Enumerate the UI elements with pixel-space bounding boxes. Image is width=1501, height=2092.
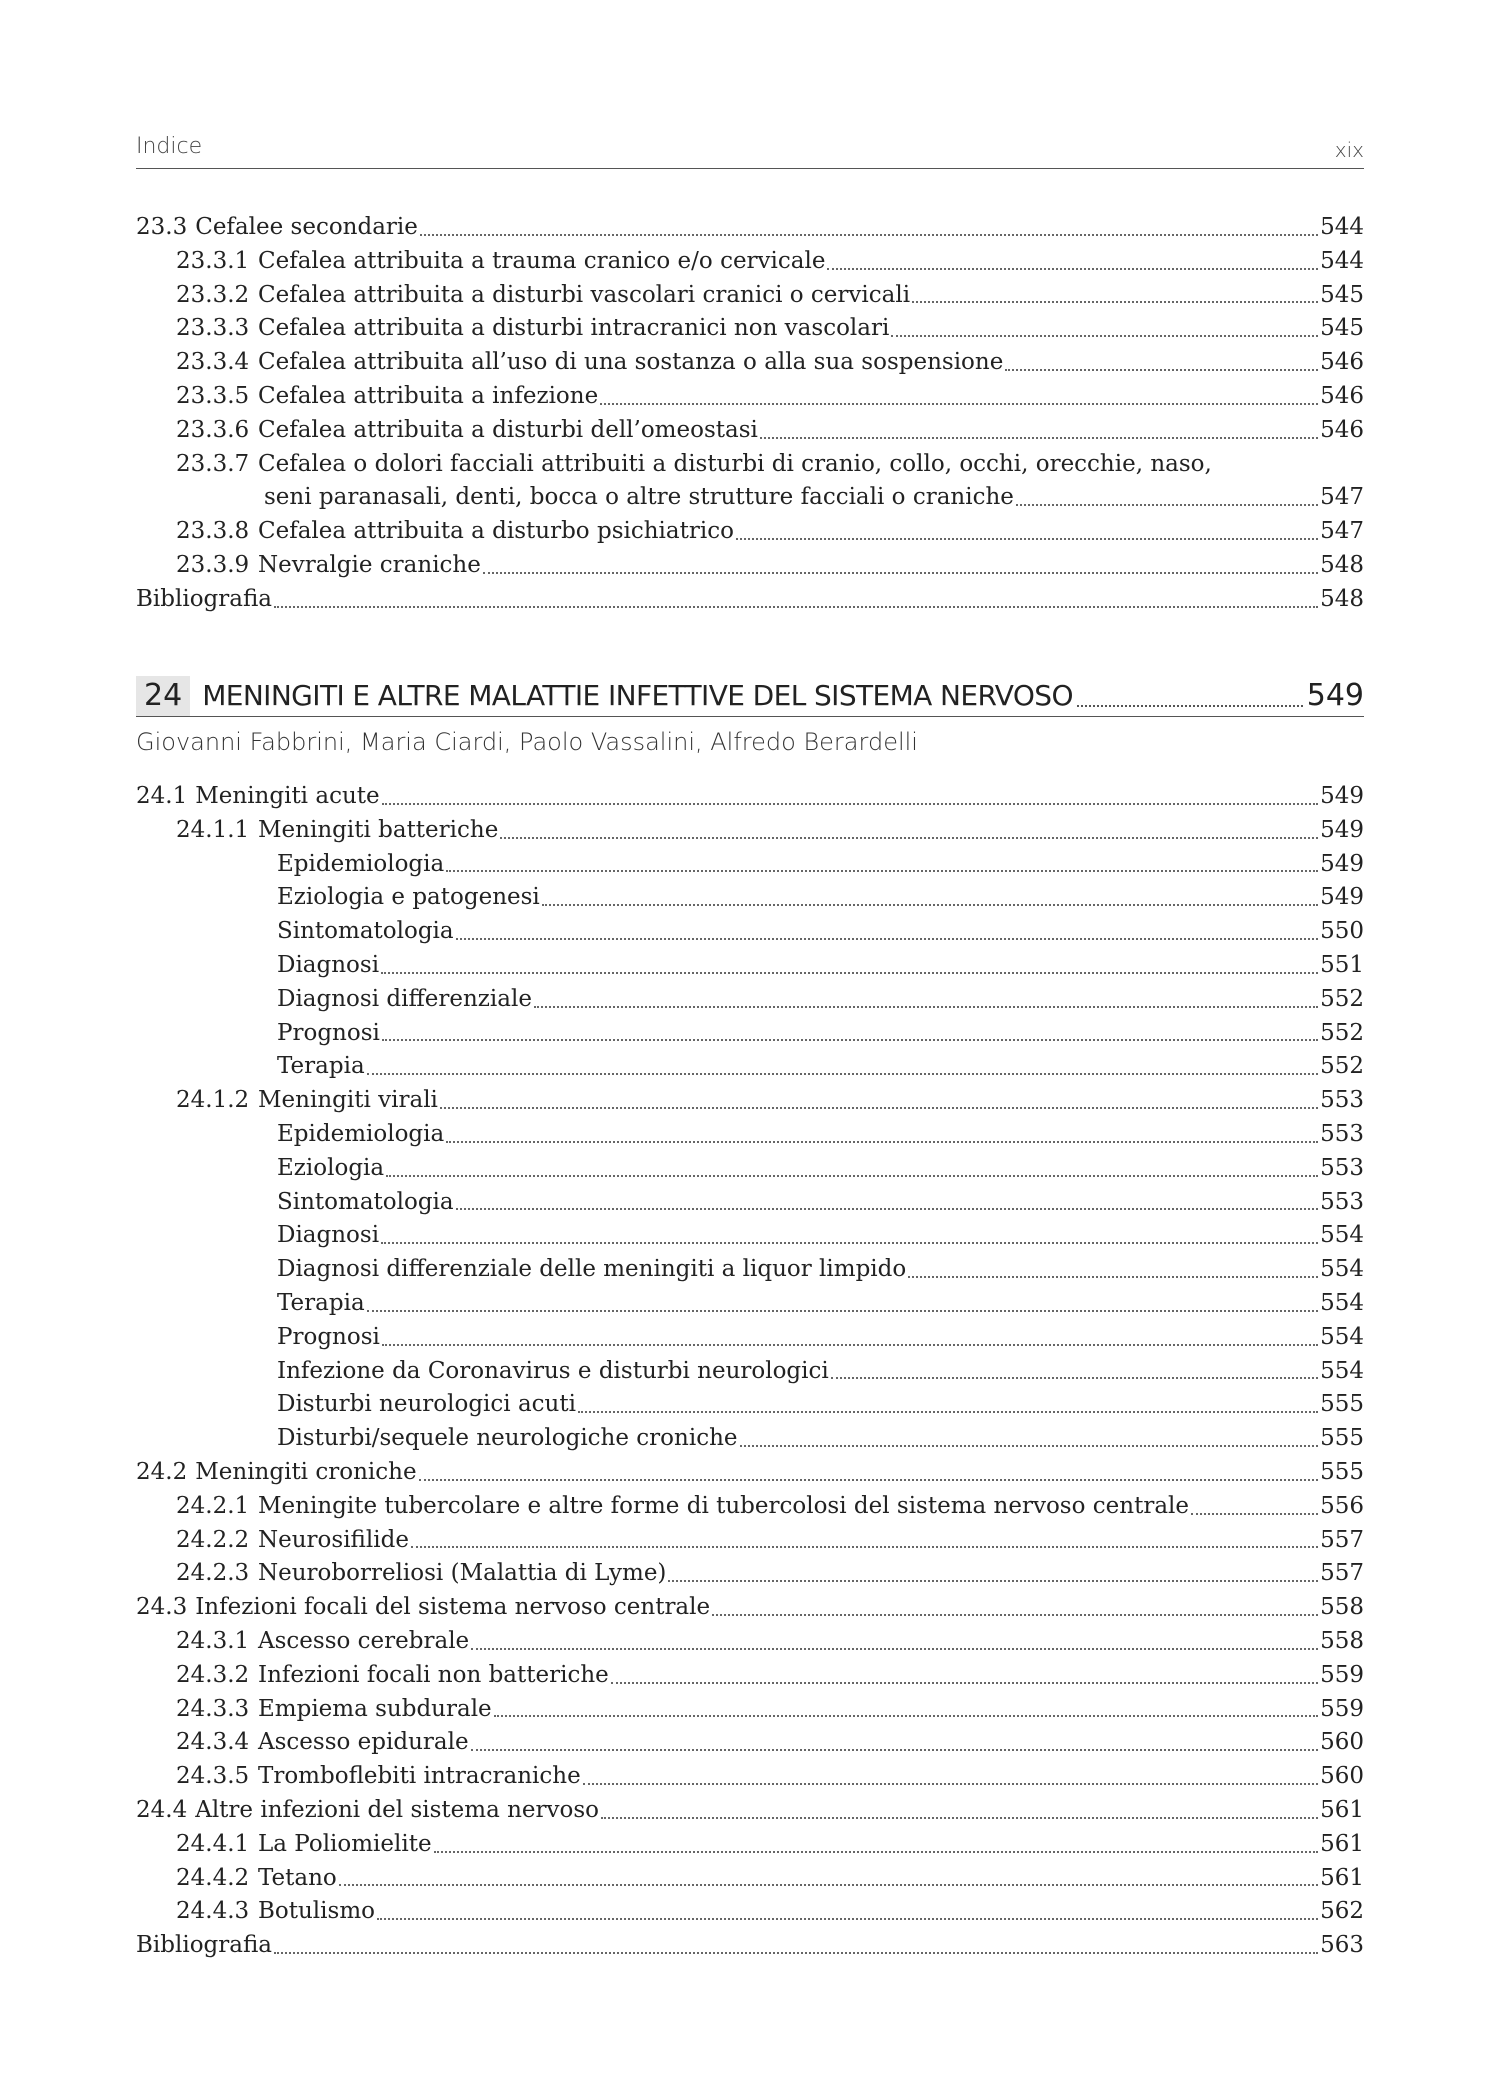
toc-entry-title: Diagnosi — [277, 951, 380, 978]
toc-entry-page: 560 — [1320, 1763, 1364, 1790]
toc-entry-number: 24.2.1 — [176, 1492, 250, 1519]
toc-entry-page: 555 — [1320, 1425, 1364, 1452]
toc-entry-number: 23.3.1 — [176, 247, 250, 274]
toc-entry-line — [136, 1084, 1364, 1118]
dot-leader — [578, 1411, 1318, 1413]
toc-entry[interactable] — [136, 1118, 1364, 1152]
toc-entry-page: 562 — [1320, 1898, 1364, 1925]
chapter-heading — [136, 676, 1364, 717]
toc-entry-number: 23.3.7 — [176, 450, 250, 477]
toc-entry-number: 24.3 — [136, 1594, 188, 1621]
toc-entry-title: Tetano — [258, 1864, 337, 1891]
toc-entry-line — [136, 1186, 1364, 1220]
toc-entry[interactable] — [136, 1152, 1364, 1186]
toc-entry[interactable] — [136, 312, 1364, 346]
toc-entry-title: Meningiti croniche — [195, 1458, 417, 1485]
toc-entry-title: Cefalea attribuita a disturbi intracranici non vascolari — [258, 315, 890, 342]
toc-entry-title: Sintomatologia — [277, 918, 454, 945]
toc-entry[interactable] — [136, 915, 1364, 949]
toc-entry-page: 549 — [1320, 816, 1364, 843]
toc-entry-number: 24.4 — [136, 1796, 188, 1823]
toc-entry[interactable] — [136, 1422, 1364, 1456]
dot-leader — [534, 1006, 1318, 1008]
toc-entry[interactable] — [136, 1524, 1364, 1558]
dot-leader — [339, 1884, 1318, 1886]
toc-entry-page: 552 — [1320, 985, 1364, 1012]
toc-entry-line — [136, 1253, 1364, 1287]
toc-entry[interactable] — [136, 814, 1364, 848]
toc-entry-page: 554 — [1320, 1357, 1364, 1384]
dot-leader — [446, 870, 1318, 872]
toc-entry[interactable] — [136, 1828, 1364, 1862]
toc-entry-line — [136, 279, 1364, 313]
toc-entry-line — [136, 1760, 1364, 1794]
toc-entry-title: Tromboflebiti intracraniche — [258, 1763, 581, 1790]
toc-entry-title: Cefalea attribuita a trauma cranico e/o cervicale — [258, 247, 826, 274]
toc-entry[interactable] — [136, 881, 1364, 915]
toc-entry-title: Cefalea attribuita a disturbi vascolari cranici o cervicali — [258, 281, 911, 308]
toc-entry-page: 554 — [1320, 1289, 1364, 1316]
toc-entry-number: 23.3.9 — [176, 551, 250, 578]
dot-leader — [440, 1107, 1318, 1109]
toc-entry-title: Nevralgie craniche — [258, 551, 481, 578]
toc-entry[interactable] — [136, 1355, 1364, 1389]
toc-entry[interactable] — [136, 380, 1364, 414]
toc-entry-line — [136, 211, 1364, 245]
toc-entry-page: 545 — [1320, 281, 1364, 308]
toc-entry-line — [136, 1490, 1364, 1524]
toc-entry[interactable] — [136, 1253, 1364, 1287]
toc-entry-title: Ascesso cerebrale — [258, 1627, 470, 1654]
toc-entry-page: 561 — [1320, 1864, 1364, 1891]
toc-entry-page: 552 — [1320, 1053, 1364, 1080]
dot-leader — [377, 1918, 1318, 1920]
toc-entry[interactable] — [136, 1726, 1364, 1760]
toc-entry-line — [136, 549, 1364, 583]
toc-entry-title: Epidemiologia — [277, 850, 445, 877]
toc-entry-title: Neurosifilide — [258, 1526, 409, 1553]
toc-entry-title: Botulismo — [258, 1898, 375, 1925]
dot-leader — [420, 234, 1318, 236]
toc-entry[interactable] — [136, 1490, 1364, 1524]
toc-entry[interactable] — [136, 211, 1364, 245]
dot-leader — [601, 1817, 1318, 1819]
toc-entry-page: 549 — [1320, 850, 1364, 877]
toc-entry-page: 555 — [1320, 1391, 1364, 1418]
toc-entry[interactable] — [136, 346, 1364, 380]
toc-entry-number: 24.2 — [136, 1458, 188, 1485]
toc-entry-line — [136, 881, 1364, 915]
toc-entry-number: 24.3.5 — [176, 1763, 250, 1790]
dot-leader — [912, 301, 1318, 303]
dot-leader — [381, 972, 1318, 974]
toc-entry-title: Epidemiologia — [277, 1120, 445, 1147]
toc-entry-number: 24.4.2 — [176, 1864, 250, 1891]
toc-entry-page: 547 — [1320, 518, 1364, 545]
toc-entry-page: 553 — [1320, 1154, 1364, 1181]
toc-entry-number: 23.3.2 — [176, 281, 250, 308]
toc-entry-line — [136, 1794, 1364, 1828]
toc-entry-number: 24.4.3 — [176, 1898, 250, 1925]
toc-entry-page: 548 — [1320, 551, 1364, 578]
toc-entry[interactable] — [136, 1084, 1364, 1118]
toc-entry-page: 553 — [1320, 1188, 1364, 1215]
dot-leader — [471, 1749, 1319, 1751]
toc-entry-line — [136, 515, 1364, 549]
toc-entry-page: 544 — [1320, 247, 1364, 274]
toc-entry-line — [136, 414, 1364, 448]
dot-leader — [382, 1344, 1318, 1346]
toc-entry-title: Bibliografia — [136, 1932, 273, 1959]
toc-entry-page: 546 — [1320, 349, 1364, 376]
toc-entry-title: Altre infezioni del sistema nervoso — [195, 1796, 599, 1823]
toc-entry[interactable] — [136, 1287, 1364, 1321]
toc-entry-page: 555 — [1320, 1458, 1364, 1485]
toc-entry-line — [136, 1625, 1364, 1659]
toc-entry[interactable] — [136, 515, 1364, 549]
toc-entry-number: 23.3.4 — [176, 349, 250, 376]
toc-entry[interactable] — [136, 1659, 1364, 1693]
toc-entry-title: Infezione da Coronavirus e disturbi neurologici — [277, 1357, 829, 1384]
toc-entry-line — [136, 1355, 1364, 1389]
toc-entry-title: Disturbi neurologici acuti — [277, 1391, 576, 1418]
toc-entry[interactable] — [136, 780, 1364, 814]
toc-entry-line — [136, 312, 1364, 346]
chapter-title: MENINGITI E ALTRE MALATTIE INFETTIVE DEL SISTEMA NERVOSO — [202, 679, 1073, 712]
toc-entry-page: 559 — [1320, 1695, 1364, 1722]
toc-entry-page: 550 — [1320, 918, 1364, 945]
toc-entry-page: 545 — [1320, 315, 1364, 342]
toc-entry-page: 551 — [1320, 951, 1364, 978]
dot-leader — [736, 538, 1318, 540]
dot-leader — [419, 1479, 1319, 1481]
dot-leader — [1191, 1513, 1318, 1515]
toc-entry-page: 558 — [1320, 1627, 1364, 1654]
toc-entry-line — [136, 949, 1364, 983]
toc-entry-title: Terapia — [277, 1289, 365, 1316]
toc-entry[interactable] — [136, 549, 1364, 583]
toc-entry-page: 559 — [1320, 1661, 1364, 1688]
toc-entry-page: 552 — [1320, 1019, 1364, 1046]
toc-entry-number: 24.4.1 — [176, 1830, 250, 1857]
toc-entry-line — [136, 814, 1364, 848]
toc-entry-line — [136, 1050, 1364, 1084]
toc-entry[interactable] — [136, 1388, 1364, 1422]
toc-entry-line — [136, 1591, 1364, 1625]
toc-entry-title: La Poliomielite — [258, 1830, 432, 1857]
dot-leader — [1005, 369, 1318, 371]
dot-leader — [542, 904, 1318, 906]
toc-entry-title: Meningite tubercolare e altre forme di tubercolosi del sistema nervoso centrale — [258, 1492, 1189, 1519]
toc-entry-page: 554 — [1320, 1256, 1364, 1283]
toc-entry-line — [136, 1895, 1364, 1929]
dot-leader — [831, 1377, 1318, 1379]
toc-entry-title: Meningiti batteriche — [258, 816, 499, 843]
chapter-number: 24 — [136, 676, 190, 716]
toc-entry-line — [136, 1287, 1364, 1321]
toc-entry-line — [136, 983, 1364, 1017]
chapter-page: 549 — [1306, 678, 1364, 713]
dot-leader — [367, 1073, 1318, 1075]
dot-leader — [1016, 504, 1318, 506]
toc-entry-page: 544 — [1320, 214, 1364, 240]
toc-entry[interactable] — [136, 1591, 1364, 1625]
dot-leader — [386, 1175, 1318, 1177]
toc-entry-continuation — [136, 481, 1364, 515]
toc-entry-line — [136, 1422, 1364, 1456]
toc-entry-page: 549 — [1320, 884, 1364, 911]
toc-entry-line — [136, 481, 1364, 515]
toc-entry-line — [136, 1118, 1364, 1152]
toc-entry-page: 548 — [1320, 585, 1364, 612]
toc-entry-number: 23.3.8 — [176, 518, 250, 545]
dot-leader — [483, 572, 1318, 574]
dot-leader — [456, 938, 1318, 940]
dot-leader — [367, 1310, 1318, 1312]
toc-entry-line — [136, 848, 1364, 882]
toc-entry-line — [136, 346, 1364, 380]
toc-entry-title: Diagnosi differenziale delle meningiti a liquor limpido — [277, 1256, 907, 1283]
dot-leader — [1077, 705, 1303, 707]
dot-leader — [411, 1546, 1318, 1548]
toc-entry-title: Infezioni focali del sistema nervoso centrale — [195, 1594, 711, 1621]
toc-entry-page: 546 — [1320, 382, 1364, 409]
toc-entry-line — [136, 583, 1364, 617]
toc-entry-title: Infezioni focali non batteriche — [258, 1661, 609, 1688]
toc-entry-line — [136, 1828, 1364, 1862]
toc-entry[interactable] — [136, 1760, 1364, 1794]
toc-entry-page: 547 — [1320, 484, 1364, 511]
toc-entry-line — [136, 1862, 1364, 1896]
toc-entry[interactable] — [136, 279, 1364, 313]
toc-entry[interactable] — [136, 583, 1364, 617]
toc-list-top — [136, 211, 1364, 617]
toc-entry-page: 553 — [1320, 1120, 1364, 1147]
toc-list-bottom — [136, 780, 1364, 1963]
toc-entry-title: Diagnosi differenziale — [277, 985, 532, 1012]
toc-entry-page: 561 — [1320, 1830, 1364, 1857]
toc-entry[interactable] — [136, 848, 1364, 882]
toc-entry-number: 24.1 — [136, 783, 188, 809]
dot-leader — [583, 1783, 1318, 1785]
toc-entry[interactable] — [136, 1557, 1364, 1591]
dot-leader — [381, 1242, 1318, 1244]
toc-entry-title: Prognosi — [277, 1323, 380, 1350]
toc-entry-title: Cefalea attribuita a disturbo psichiatrico — [258, 518, 734, 545]
dot-leader — [740, 1445, 1319, 1447]
dot-leader — [434, 1851, 1319, 1853]
toc-entry-title: Eziologia — [277, 1154, 385, 1181]
dot-leader — [760, 437, 1318, 439]
dot-leader — [471, 1648, 1318, 1650]
toc-entry-title: Neuroborreliosi (Malattia di Lyme) — [258, 1560, 667, 1587]
dot-leader — [712, 1614, 1318, 1616]
toc-entry-title: Sintomatologia — [277, 1188, 454, 1215]
dot-leader — [611, 1682, 1318, 1684]
toc-entry-number: 24.1.2 — [176, 1087, 250, 1114]
toc-entry-number: 24.2.2 — [176, 1526, 250, 1553]
dot-leader — [382, 1039, 1318, 1041]
dot-leader — [446, 1141, 1318, 1143]
toc-entry[interactable] — [136, 245, 1364, 279]
toc-entry-line — [136, 1219, 1364, 1253]
toc-entry-page: 546 — [1320, 416, 1364, 443]
toc-entry-line — [136, 1524, 1364, 1558]
toc-entry-line — [136, 915, 1364, 949]
header-page-number: xix — [1334, 138, 1364, 162]
running-header — [136, 132, 1364, 169]
dot-leader — [456, 1208, 1318, 1210]
toc-entry[interactable] — [136, 1017, 1364, 1051]
dot-leader — [827, 268, 1318, 270]
toc-entry-line — [136, 1152, 1364, 1186]
toc-entry-title: Meningiti virali — [258, 1087, 438, 1114]
toc-entry-page: 549 — [1320, 783, 1364, 809]
toc-entry-page: 556 — [1320, 1492, 1364, 1519]
toc-entry[interactable] — [136, 1050, 1364, 1084]
toc-entry-number: 24.3.2 — [176, 1661, 250, 1688]
toc-entry-title-continued: seni paranasali, denti, bocca o altre strutture facciali o craniche — [264, 484, 1014, 511]
chapter-authors: Giovanni Fabbrini, Maria Ciardi, Paolo Vassalini, Alfredo Berardelli — [136, 728, 918, 756]
toc-entry[interactable] — [136, 1625, 1364, 1659]
toc-entry-number: 23.3.5 — [176, 382, 250, 409]
dot-leader — [600, 403, 1318, 405]
toc-entry-title: Cefalee secondarie — [195, 214, 418, 240]
dot-leader — [908, 1276, 1318, 1278]
toc-entry-page: 561 — [1320, 1796, 1364, 1823]
toc-entry-line — [136, 1557, 1364, 1591]
toc-entry-page: 563 — [1320, 1932, 1364, 1959]
toc-entry-number: 23.3.6 — [176, 416, 250, 443]
toc-entry-title: Disturbi/sequele neurologiche croniche — [277, 1425, 738, 1452]
toc-entry-title: Meningiti acute — [195, 783, 380, 809]
toc-entry-line — [136, 1321, 1364, 1355]
toc-entry-title: Cefalea attribuita a disturbi dell’omeostasi — [258, 416, 758, 443]
toc-entry-title: Cefalea o dolori facciali attribuiti a disturbi di cranio, collo, occhi, orecchie, naso, — [258, 450, 1212, 477]
toc-entry-page: 554 — [1320, 1323, 1364, 1350]
dot-leader — [382, 803, 1318, 805]
toc-entry-title: Diagnosi — [277, 1222, 380, 1249]
toc-entry-number: 23.3 — [136, 214, 188, 240]
dot-leader — [274, 606, 1318, 608]
toc-entry-number: 24.1.1 — [176, 816, 250, 843]
toc-entry[interactable] — [136, 448, 1364, 482]
toc-entry-title: Empiema subdurale — [258, 1695, 492, 1722]
toc-entry-title: Bibliografia — [136, 585, 273, 612]
toc-entry[interactable] — [136, 1693, 1364, 1727]
toc-entry-line — [136, 1456, 1364, 1490]
toc-entry-line — [136, 780, 1364, 814]
dot-leader — [274, 1952, 1318, 1954]
toc-entry-page: 558 — [1320, 1594, 1364, 1621]
toc-entry-title: Eziologia e patogenesi — [277, 884, 540, 911]
dot-leader — [494, 1715, 1318, 1717]
toc-entry-line — [136, 1929, 1364, 1963]
toc-entry-page: 557 — [1320, 1560, 1364, 1587]
toc-entry-title: Cefalea attribuita a infezione — [258, 382, 599, 409]
toc-entry-title: Cefalea attribuita all’uso di una sostanza o alla sua sospensione — [258, 349, 1004, 376]
dot-leader — [500, 837, 1318, 839]
toc-entry-line — [136, 1726, 1364, 1760]
toc-entry[interactable] — [136, 1186, 1364, 1220]
toc-entry-page: 553 — [1320, 1087, 1364, 1114]
toc-entry[interactable] — [136, 1219, 1364, 1253]
toc-entry[interactable] — [136, 1794, 1364, 1828]
toc-entry[interactable] — [136, 949, 1364, 983]
toc-entry-line — [136, 1693, 1364, 1727]
toc-entry[interactable] — [136, 1929, 1364, 1963]
header-section-title: Indice — [136, 134, 203, 159]
toc-entry-line — [136, 448, 1364, 482]
toc-entry-page: 554 — [1320, 1222, 1364, 1249]
toc-entry-line — [136, 1388, 1364, 1422]
dot-leader — [891, 335, 1318, 337]
toc-entry-title: Prognosi — [277, 1019, 380, 1046]
toc-entry[interactable] — [136, 1862, 1364, 1896]
toc-entry-line — [136, 380, 1364, 414]
toc-entry[interactable] — [136, 1456, 1364, 1490]
dot-leader — [668, 1580, 1318, 1582]
toc-entry-page: 560 — [1320, 1729, 1364, 1756]
toc-entry-line — [136, 1017, 1364, 1051]
toc-entry-title: Ascesso epidurale — [258, 1729, 469, 1756]
toc-entry-number: 24.3.1 — [176, 1627, 250, 1654]
toc-entry[interactable] — [136, 1321, 1364, 1355]
toc-entry-page: 557 — [1320, 1526, 1364, 1553]
toc-entry-number: 23.3.3 — [176, 315, 250, 342]
toc-entry-line — [136, 245, 1364, 279]
toc-entry-number: 24.3.3 — [176, 1695, 250, 1722]
toc-entry[interactable] — [136, 414, 1364, 448]
toc-entry-line — [136, 1659, 1364, 1693]
toc-entry-number: 24.2.3 — [176, 1560, 250, 1587]
toc-entry[interactable] — [136, 1895, 1364, 1929]
toc-entry[interactable] — [136, 983, 1364, 1017]
toc-entry-title: Terapia — [277, 1053, 365, 1080]
toc-entry-number: 24.3.4 — [176, 1729, 250, 1756]
